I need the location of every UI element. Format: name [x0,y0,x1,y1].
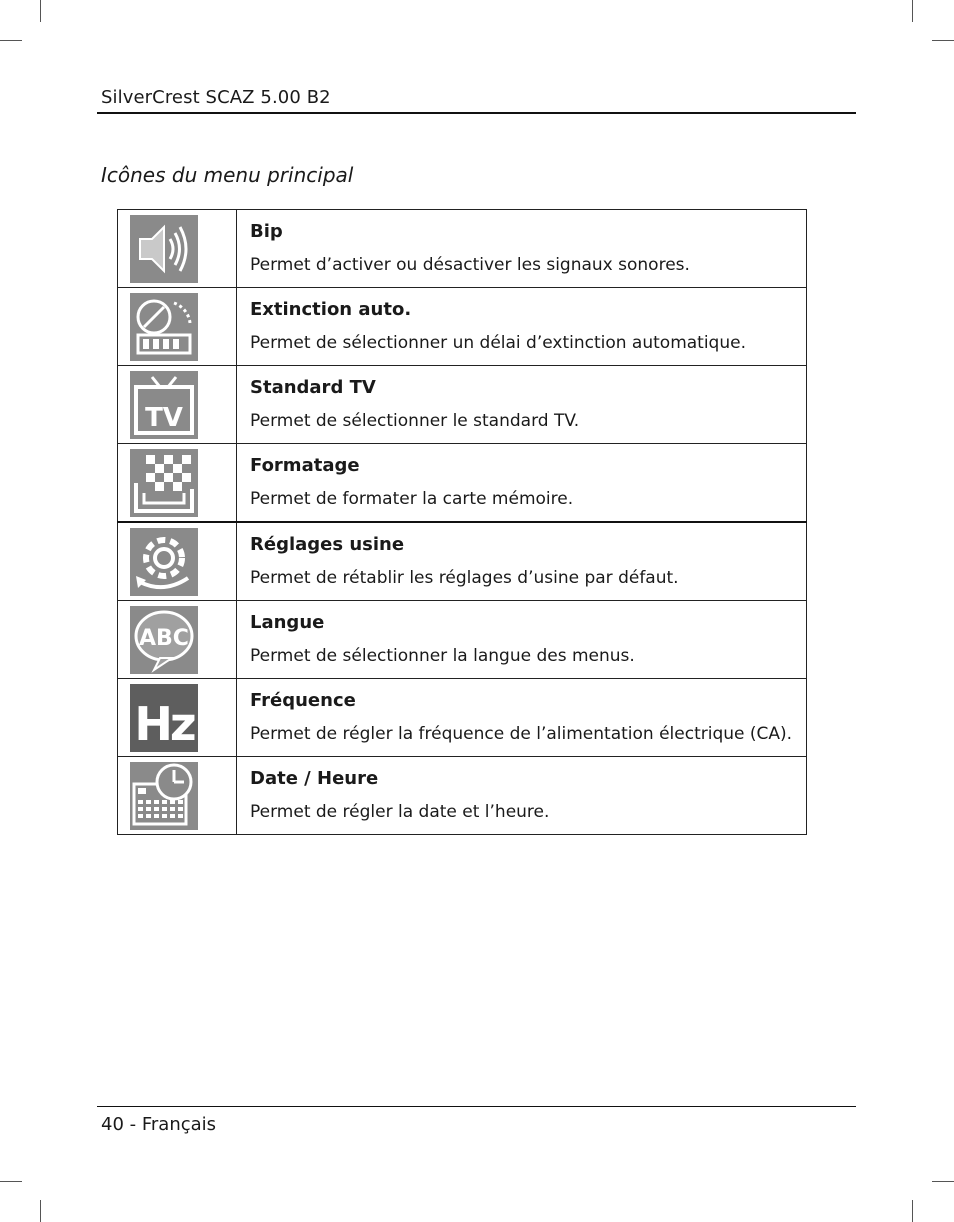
footer-rule [97,1106,856,1107]
item-description: Permet de régler la date et l’heure. [250,802,550,822]
tv-icon-text: TV [145,403,183,433]
text-cell [237,522,807,601]
item-description: Permet d’activer ou désactiver les signaux sonores. [250,255,690,275]
icon-cell [118,679,237,757]
item-title: Fréquence [250,690,356,711]
text-cell [237,444,807,523]
item-title: Standard TV [250,377,376,398]
tv-icon [130,371,198,439]
factory-reset-icon [130,528,198,596]
item-description: Permet de formater la carte mémoire. [250,489,574,509]
crop-mark [0,40,22,41]
language-icon [130,606,198,674]
text-cell [237,210,807,288]
item-description: Permet de régler la fréquence de l’alimentation électrique (CA). [250,724,793,744]
table-row [118,288,807,366]
header-rule [97,112,856,114]
section-title: Icônes du menu principal [101,163,354,187]
date-time-icon [130,762,198,830]
table-row [118,366,807,444]
item-title: Langue [250,612,325,633]
crop-mark [40,1200,41,1222]
text-cell [237,757,807,835]
icon-cell [118,366,237,444]
format-icon [130,449,198,517]
item-title: Réglages usine [250,534,405,555]
hz-icon-text: Hz [134,697,194,751]
icon-table [117,209,807,835]
icon-cell [118,444,237,523]
icon-cell [118,522,237,601]
item-title: Date / Heure [250,768,379,789]
item-title: Bip [250,221,283,242]
text-cell [237,288,807,366]
text-cell [237,679,807,757]
icon-cell [118,288,237,366]
table-row [118,444,807,523]
icon-cell [118,601,237,679]
text-cell [237,601,807,679]
table-row [118,757,807,835]
auto-off-icon [130,293,198,361]
page-number: 40 - Français [101,1114,217,1135]
crop-mark [40,0,41,22]
item-description: Permet de rétablir les réglages d’usine par défaut. [250,568,679,588]
item-title: Formatage [250,455,360,476]
icon-cell [118,210,237,288]
crop-mark [932,1181,954,1182]
page-header: SilverCrest SCAZ 5.00 B2 [101,87,331,108]
table-row [118,210,807,288]
table-row [118,601,807,679]
item-description: Permet de sélectionner un délai d’extinction automatique. [250,333,746,353]
crop-mark [912,1200,913,1222]
table-row [118,679,807,757]
text-cell [237,366,807,444]
icon-cell [118,757,237,835]
speaker-icon [130,215,198,283]
crop-mark [912,0,913,22]
frequency-icon [130,684,198,752]
crop-mark [0,1181,22,1182]
abc-icon-text: ABC [139,626,189,651]
item-description: Permet de sélectionner le standard TV. [250,411,580,431]
table-row [118,522,807,601]
crop-mark [932,40,954,41]
item-title: Extinction auto. [250,299,412,320]
item-description: Permet de sélectionner la langue des menus. [250,646,635,666]
